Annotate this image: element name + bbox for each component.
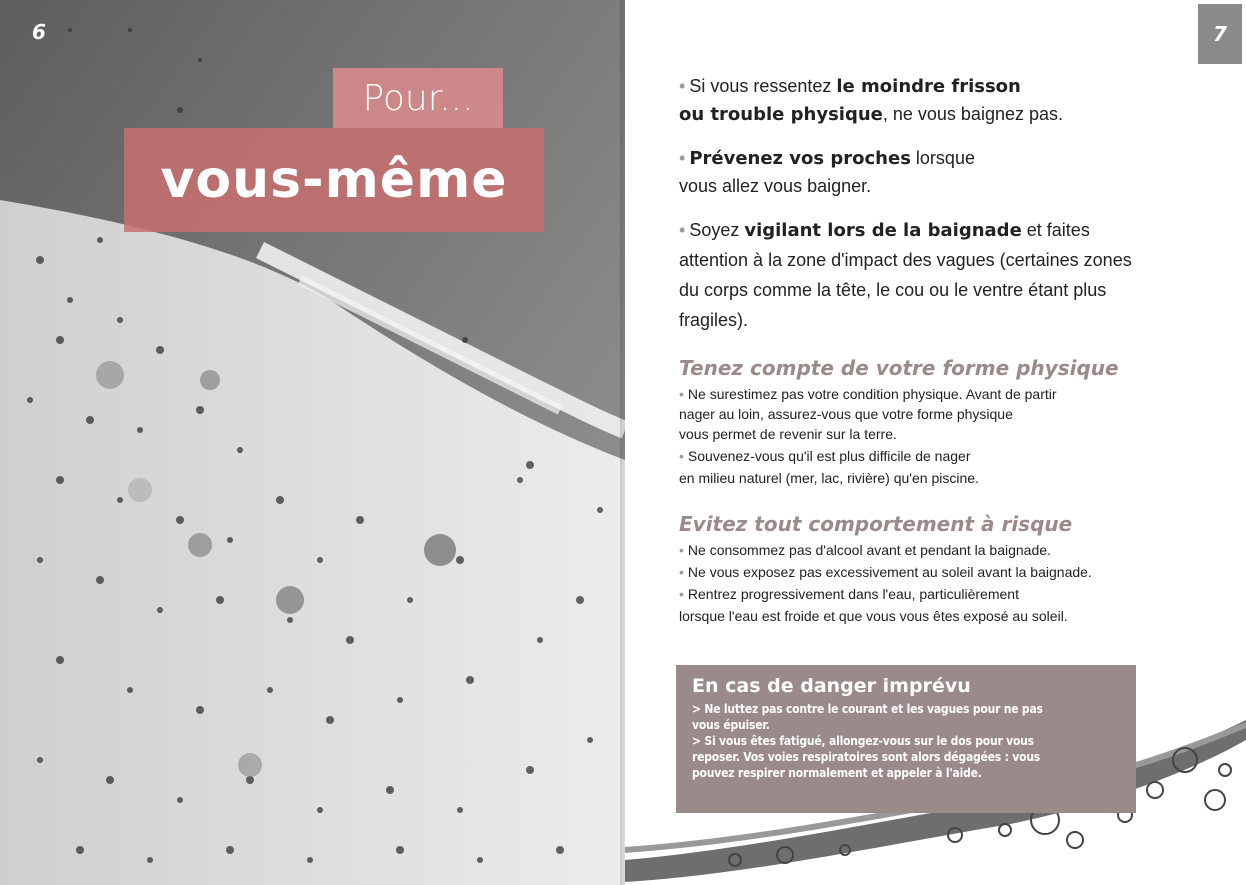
section1-line: • Souvenez-vous qu'il est plus difficile de nager [679,448,971,464]
intro-line-6: attention à la zone d'impact des vagues (certaines zones [679,250,1132,270]
danger-title: En cas de danger imprévu [692,675,971,697]
bullet-icon: • [679,448,684,464]
bullet-icon: • [679,148,686,168]
intro-line-2: ou trouble physique, ne vous baignez pas. [679,104,1063,125]
danger-line: vous épuiser. [692,718,770,732]
intro-line-5: • Soyez vigilant lors de la baignade et faites [679,220,1090,241]
section1-line: vous permet de revenir sur la terre. [679,426,897,442]
section2-line: • Ne consommez pas d'alcool avant et pendant la baignade. [679,542,1051,558]
section1-line: en milieu naturel (mer, lac, rivière) qu'en piscine. [679,470,979,486]
section1-line: nager au loin, assurez-vous que votre forme physique [679,406,1013,422]
intro-line-7: du corps comme la tête, le cou ou le ventre étant plus [679,280,1107,300]
title-vous-meme: vous-même [124,128,544,232]
intro-line-4: vous allez vous baigner. [679,176,872,196]
section2-line: lorsque l'eau est froide et que vous vous êtes exposé au soleil. [679,608,1068,624]
section1-line: • Ne surestimez pas votre condition physique. Avant de partir [679,386,1057,402]
section-heading-risque: Evitez tout comportement à risque [679,512,1073,536]
section2-line: • Ne vous exposez pas excessivement au soleil avant la baignade. [679,564,1092,580]
intro-line-1: • Si vous ressentez le moindre frisson [679,76,1021,97]
danger-line: reposer. Vos voies respiratoires sont alors dégagées : vous [692,750,1041,764]
intro-line-8: fragiles). [679,310,749,330]
bullet-icon: • [679,586,684,602]
danger-line: > Si vous êtes fatigué, allongez-vous sur le dos pour vous [692,734,1034,748]
intro-line-3: • Prévenez vos proches lorsque [679,148,975,169]
danger-line: > Ne luttez pas contre le courant et les vagues pour ne pas [692,702,1043,716]
danger-callout [676,665,1136,813]
bullet-icon: • [679,220,686,240]
bullet-icon: • [679,564,684,580]
page-number-right: 7 [1198,4,1242,64]
danger-line: pouvez respirer normalement et appeler à l'aide. [692,766,982,780]
section2-line: • Rentrez progressivement dans l'eau, particulièrement [679,586,1019,602]
bullet-icon: • [679,386,684,402]
title-pour: Pour... [333,68,503,128]
right-page [625,0,1246,885]
page-number-left: 6 [32,20,46,44]
bullet-icon: • [679,76,686,96]
bullet-icon: • [679,542,684,558]
section-heading-forme: Tenez compte de votre forme physique [679,356,1119,380]
